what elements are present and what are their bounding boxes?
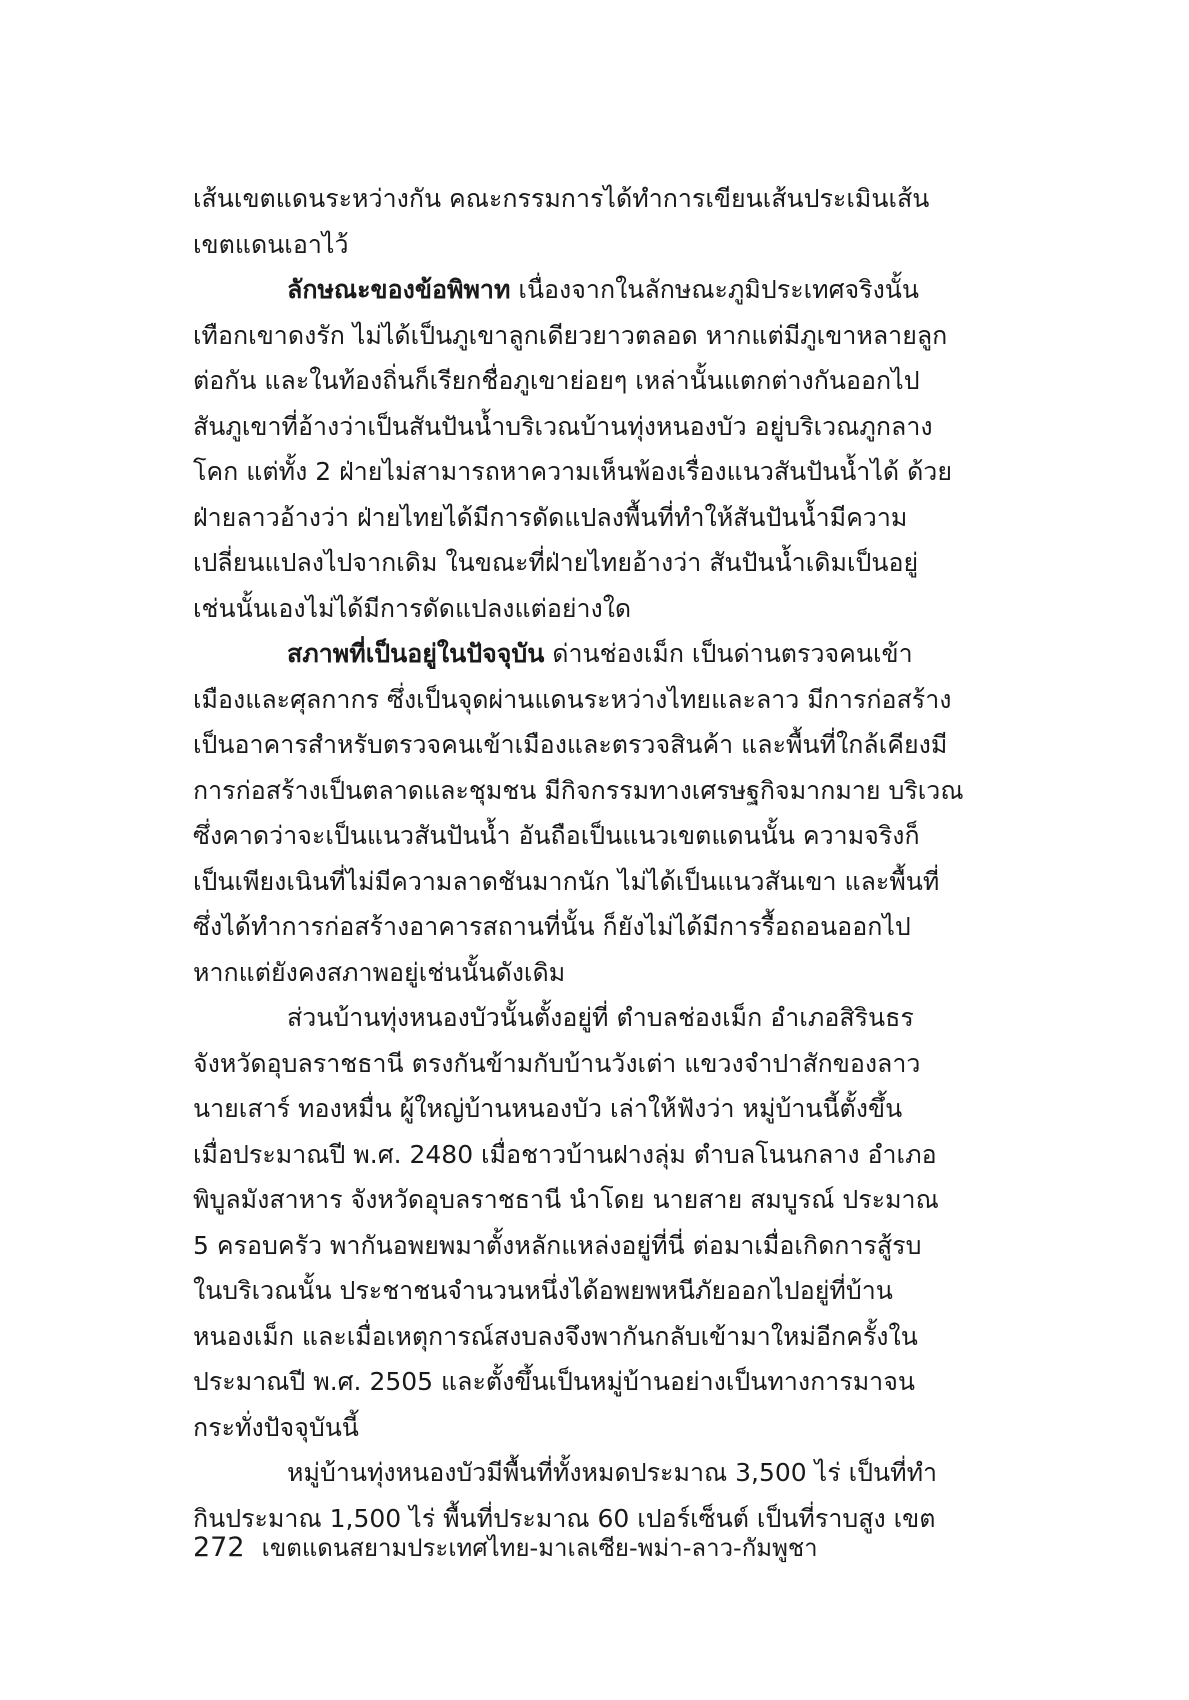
text-line: เขตแดนเอาไว้ xyxy=(193,229,349,259)
text-line: นายเสาร์ ทองหมื่น ผู้ใหญ่บ้านหนองบัว เล่าให้ฟังว่า หมู่บ้านนี้ตั้งขึ้น xyxy=(193,1094,903,1123)
text-line: กระทั่งปัจจุบันนี้ xyxy=(193,1412,359,1442)
paragraph-start-line: สภาพที่เป็นอยู่ในปัจจุบัน ด่านช่องเม็ก เป็นด่านตรวจคนเข้า xyxy=(287,639,913,668)
text-line: ในบริเวณนั้น ประชาชนจำนวนหนึ่งได้อพยพหนีภัยออกไปอยู่ที่บ้าน xyxy=(193,1276,893,1305)
text-line: 5 ครอบครัว พากันอพยพมาตั้งหลักแหล่งอยู่ที่นี่ ต่อมาเมื่อเกิดการสู้รบ xyxy=(193,1230,922,1260)
text-line: ซึ่งคาดว่าจะเป็นแนวสันปันน้ำ อันถือเป็นแนวเขตแดนนั้น ความจริงก็ xyxy=(193,821,920,850)
running-title: เขตแดนสยามประเทศไทย-มาเลเซีย-พม่า-ลาว-กัมพูชา xyxy=(261,1534,818,1562)
paragraph-start-line: ส่วนบ้านทุ่งหนองบัวนั้นตั้งอยู่ที่ ตำบลช่องเม็ก อำเภอสิรินธร xyxy=(287,1003,914,1032)
text-line: โคก แต่ทั้ง 2 ฝ่ายไม่สามารถหาความเห็นพ้องเรื่องแนวสันปันน้ำได้ ด้วย xyxy=(193,457,952,486)
text-line: เส้นเขตแดนระหว่างกัน คณะกรรมการได้ทำการเขียนเส้นประเมินเส้น xyxy=(193,184,930,213)
text-line: พิบูลมังสาหาร จังหวัดอุบลราชธานี นำโดย นายสาย สมบูรณ์ ประมาณ xyxy=(193,1185,939,1214)
text-line: หนองเม็ก และเมื่อเหตุการณ์สงบลงจึงพากันกลับเข้ามาใหม่อีกครั้งใน xyxy=(193,1321,918,1351)
text-line: ฝ่ายลาวอ้างว่า ฝ่ายไทยได้มีการดัดแปลงพื้นที่ทำให้สันปันน้ำมีความ xyxy=(193,502,908,532)
text-line: เมืองและศุลกากร ซึ่งเป็นจุดผ่านแดนระหว่างไทยและลาว มีการก่อสร้าง xyxy=(193,684,952,714)
text-line: ต่อกัน และในท้องถิ่นก็เรียกชื่อภูเขาย่อยๆ เหล่านั้นแตกต่างกันออกไป xyxy=(193,366,920,395)
text-line: การก่อสร้างเป็นตลาดและชุมชน มีกิจกรรมทางเศรษฐกิจมากมาย บริเวณ xyxy=(193,775,964,805)
text-line: เทือกเขาดงรัก ไม่ได้เป็นภูเขาลูกเดียวยาวตลอด หากแต่มีภูเขาหลายลูก xyxy=(193,320,948,350)
text-line: ซึ่งได้ทำการก่อสร้างอาคารสถานที่นั้น ก็ยังไม่ได้มีการรื้อถอนออกไป xyxy=(193,912,911,941)
text-line: หากแต่ยังคงสภาพอยู่เช่นนั้นดังเดิม xyxy=(193,957,566,987)
body-text xyxy=(193,176,973,1541)
text-line: กินประมาณ 1,500 ไร่ พื้นที่ประมาณ 60 เปอร์เซ็นต์ เป็นที่ราบสูง เขต xyxy=(193,1503,936,1533)
page-footer xyxy=(193,1528,818,1568)
page-number: 272 xyxy=(193,1532,245,1563)
text-line: สันภูเขาที่อ้างว่าเป็นสันปันน้ำบริเวณบ้านทุ่งหนองบัว อยู่บริเวณภูกลาง xyxy=(193,411,933,441)
text-line: ประมาณปี พ.ศ. 2505 และตั้งขึ้นเป็นหมู่บ้านอย่างเป็นทางการมาจน xyxy=(193,1367,915,1396)
paragraph-start-line: ลักษณะของข้อพิพาท เนื่องจากในลักษณะภูมิประเทศจริงนั้น xyxy=(287,275,919,304)
text-line: เป็นเพียงเนินที่ไม่มีความลาดชันมากนัก ไม่ได้เป็นแนวสันเขา และพื้นที่ xyxy=(193,866,940,896)
section-heading: สภาพที่เป็นอยู่ในปัจจุบัน xyxy=(287,639,545,668)
section-heading: ลักษณะของข้อพิพาท xyxy=(287,275,511,304)
text-line: เมื่อประมาณปี พ.ศ. 2480 เมื่อชาวบ้านฝางลุ่ม ตำบลโนนกลาง อำเภอ xyxy=(193,1139,937,1169)
text-line: เช่นนั้นเองไม่ได้มีการดัดแปลงแต่อย่างใด xyxy=(193,593,632,623)
text-line: เปลี่ยนแปลงไปจากเดิม ในขณะที่ฝ่ายไทยอ้างว่า สันปันน้ำเดิมเป็นอยู่ xyxy=(193,548,919,577)
text-line: จังหวัดอุบลราชธานี ตรงกันข้ามกับบ้านวังเต่า แขวงจำปาสักของลาว xyxy=(193,1048,921,1078)
paragraph-start-line: หมู่บ้านทุ่งหนองบัวมีพื้นที่ทั้งหมดประมาณ 3,500 ไร่ เป็นที่ทำ xyxy=(287,1458,938,1487)
text-line: เป็นอาคารสำหรับตรวจคนเข้าเมืองและตรวจสินค้า และพื้นที่ใกล้เคียงมี xyxy=(193,730,948,759)
